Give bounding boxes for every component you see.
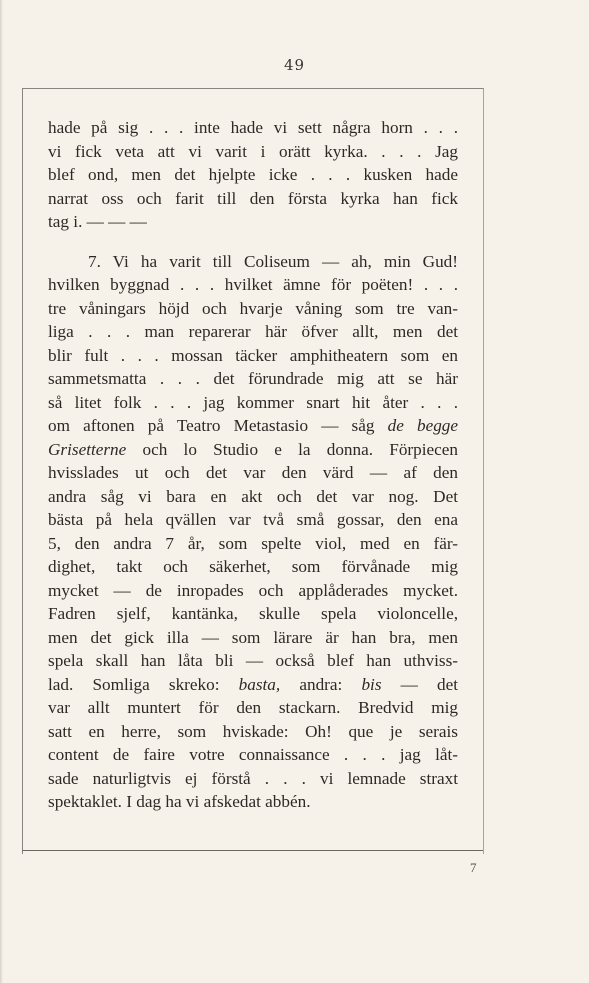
text-line: tre våningars höjd och hvarje våning som tre van-: [48, 298, 458, 318]
text-frame-bottom-rule: [22, 850, 483, 851]
text-line: var allt muntert för den stackarn. Bredvid mig: [48, 698, 458, 717]
text-line: Fadren sjelf, kantänka, skulle spela violoncelle,: [48, 604, 458, 623]
text-line: blir fult . . . mossan täcker amphitheatern som en: [48, 345, 458, 365]
signature-mark: 7: [470, 860, 477, 875]
text-line: 5, den andra 7 år, som spelte viol, med en fär-: [48, 533, 458, 553]
text-line: men det gick illa — som lärare är han bra, men: [48, 627, 458, 647]
text-line: tag i. — — —: [48, 212, 147, 231]
text-line: hvilken byggnad . . . hvilket ämne för poëten! . . .: [48, 275, 458, 294]
italic-title: Grisetterne: [48, 439, 127, 459]
text-line: 7. Vi ha varit till Coliseum — ah, min Gud!: [88, 251, 458, 271]
paragraph-2: [48, 250, 458, 814]
text-line: sade naturligtvis ej förstå . . . vi lemnade straxt: [48, 768, 458, 788]
text-line: så litet folk . . . jag kommer snart hit åter . . .: [48, 392, 458, 412]
text-line: spela skall han låta bli — också blef han uthviss-: [48, 651, 458, 670]
italic-word: bis: [361, 674, 382, 694]
text-line: om aftonen på Teatro Metastasio — såg de begge: [48, 416, 458, 435]
text-line: spektaklet. I dag ha vi afskedat abbén.: [48, 792, 311, 811]
text-line: vi fick veta att vi varit i orätt kyrka. . . . Jag: [48, 141, 458, 161]
page-number: 49: [283, 56, 306, 74]
body-text: [48, 116, 458, 814]
text-line: content de faire votre connaissance . . . jag låt-: [48, 745, 458, 764]
text-line: satt en herre, som hviskade: Oh! que je serais: [48, 721, 458, 741]
text-line: narrat oss och farit till den första kyrka han fick: [48, 188, 458, 208]
text-line: hvisslades ut och det var den värd — af den: [48, 463, 458, 482]
italic-title: de begge: [387, 416, 458, 435]
text-line: sammetsmatta . . . det förundrade mig att se här: [48, 369, 458, 388]
text-line: liga . . . man reparerar här öfver allt, men det: [48, 322, 458, 341]
text-line: mycket — de inropades och applåderades mycket.: [48, 580, 458, 600]
page-edge-shadow: [0, 0, 3, 983]
text-line: bästa på hela qvällen var två små gossar, den ena: [48, 510, 458, 529]
paragraph-1: [48, 116, 458, 234]
italic-word: basta,: [238, 674, 281, 694]
text-line: dighet, takt och säkerhet, som förvånade mig: [48, 557, 458, 576]
text-line: lad. Somliga skreko: basta, andra: bis — det: [48, 674, 458, 694]
text-line: hade på sig . . . inte hade vi sett några horn . . .: [48, 118, 458, 137]
text-line: blef ond, men det hjelpte icke . . . kusken hade: [48, 165, 458, 184]
text-line: andra såg vi bara en akt och det var nog. Det: [48, 486, 458, 506]
text-line: Grisetterne och lo Studio e la donna. Förpiecen: [48, 439, 458, 459]
